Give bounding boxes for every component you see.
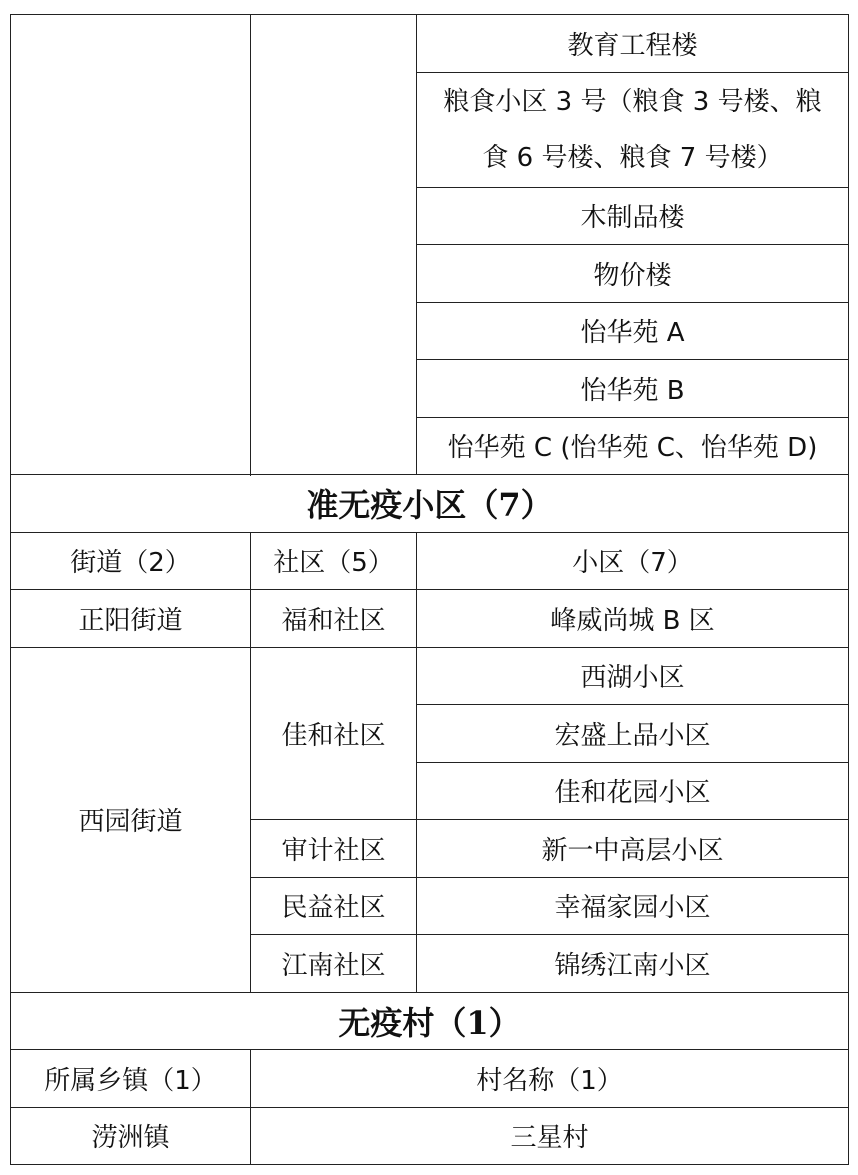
compound-cell: 幸福家园小区: [417, 877, 849, 935]
compound-cell: 怡华苑 A: [417, 302, 849, 360]
compound-cell: 教育工程楼: [417, 15, 849, 73]
street-cell: 正阳街道: [11, 590, 251, 648]
compound-cell: 物价楼: [417, 245, 849, 303]
compound-cell: 怡华苑 C (怡华苑 C、怡华苑 D): [417, 417, 849, 475]
community-cell: 江南社区: [251, 935, 417, 993]
compound-cell: 西湖小区: [417, 647, 849, 705]
compound-cell: 宏盛上品小区: [417, 705, 849, 763]
section-heading-quasi: 准无疫小区（7）: [11, 475, 849, 533]
column-header-street: 街道（2）: [11, 532, 251, 590]
community-cell-empty: [251, 15, 417, 475]
community-cell: 审计社区: [251, 820, 417, 878]
epidemic-free-communities-table: [10, 14, 849, 1165]
compound-cell: 怡华苑 B: [417, 360, 849, 418]
compound-cell: 木制品楼: [417, 187, 849, 245]
compound-cell: 峰威尚城 B 区: [417, 590, 849, 648]
column-header-community: 社区（5）: [251, 532, 417, 590]
section-heading-village: 无疫村（1）: [11, 992, 849, 1050]
village-cell: 三星村: [251, 1107, 849, 1165]
street-cell: 西园街道: [11, 647, 251, 992]
column-header-compound: 小区（7）: [417, 532, 849, 590]
community-cell: 福和社区: [251, 590, 417, 648]
community-cell: 佳和社区: [251, 647, 417, 820]
compound-cell: 锦绣江南小区: [417, 935, 849, 993]
community-cell: 民益社区: [251, 877, 417, 935]
compound-cell: 粮食小区 3 号（粮食 3 号楼、粮食 6 号楼、粮食 7 号楼）: [417, 72, 849, 187]
column-header-village: 村名称（1）: [251, 1050, 849, 1108]
column-header-town: 所属乡镇（1）: [11, 1050, 251, 1108]
compound-cell: 佳和花园小区: [417, 762, 849, 820]
compound-cell: 新一中高层小区: [417, 820, 849, 878]
street-cell-empty: [11, 15, 251, 475]
town-cell: 涝洲镇: [11, 1107, 251, 1165]
